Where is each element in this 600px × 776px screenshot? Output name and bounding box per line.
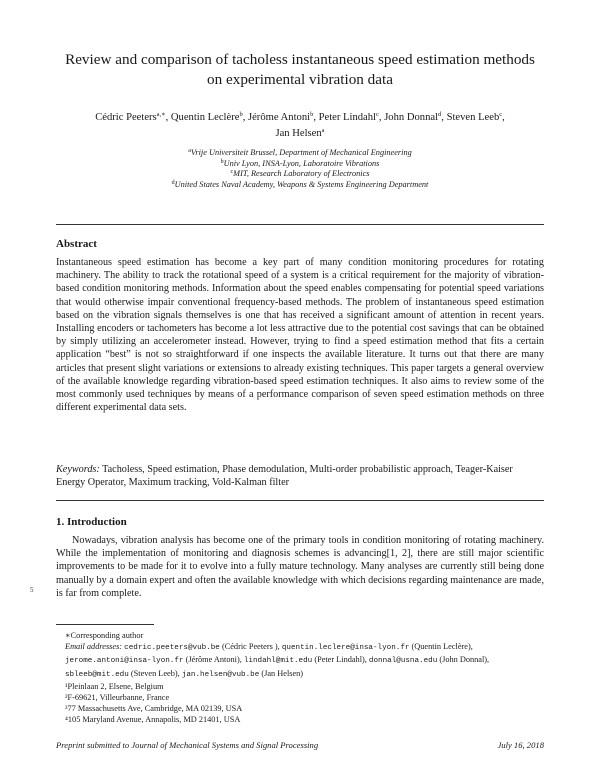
- footnote-rule: [56, 624, 154, 625]
- paper-title: Review and comparison of tacholess instantaneous speed estimation methods on experimental vibration data: [65, 51, 535, 88]
- email-addresses: [56, 641, 544, 681]
- address-note: ⁴105 Maryland Avenue, Annapolis, MD 21401, USA: [65, 715, 241, 725]
- keywords-label: Keywords:: [56, 464, 100, 475]
- abstract-top-rule: [56, 224, 544, 225]
- affiliation-sup: c: [230, 169, 234, 176]
- author-sup: d: [438, 111, 442, 118]
- author: Steven Leeb: [446, 112, 500, 123]
- keywords: [56, 463, 544, 489]
- author-sup: b: [310, 111, 314, 118]
- affiliation-sup: b: [220, 158, 224, 165]
- abstract-bottom-rule: [56, 500, 544, 501]
- email-link[interactable]: lindahl@mit.edu: [243, 657, 313, 666]
- email-link[interactable]: donnal@usna.edu: [368, 657, 438, 666]
- affiliation-text: MIT, Research Laboratory of Electronics: [233, 169, 370, 179]
- footnotes: [56, 630, 544, 726]
- affiliation-text: Univ Lyon, INSA-Lyon, Laboratoire Vibrations: [223, 158, 380, 168]
- author-sup: a,∗: [156, 111, 166, 118]
- corresponding-author-note: ∗Corresponding author: [65, 631, 144, 640]
- author: John Donnal: [384, 112, 439, 123]
- email-owner: (Peter Lindahl),: [314, 655, 367, 665]
- email-link[interactable]: jerome.antoni@insa-lyon.fr: [65, 657, 184, 666]
- affiliation: [100, 180, 500, 191]
- affiliation-text: Vrije Universiteit Brussel, Department of Mechanical Engineering: [190, 148, 412, 157]
- email-owner: (John Donnal),: [439, 655, 490, 665]
- email-link[interactable]: sbleeb@mit.edu: [65, 670, 129, 679]
- email-label: Email addresses:: [65, 642, 123, 652]
- author-sup: b: [239, 111, 243, 118]
- author-sup: c: [376, 111, 379, 118]
- address-note: ¹Pleinlaan 2, Elsene, Belgium: [65, 681, 164, 691]
- email-link[interactable]: quentin.leclere@insa-lyon.fr: [281, 644, 410, 653]
- footer-journal: Preprint submitted to Journal of Mechanical Systems and Signal Processing: [56, 740, 319, 750]
- section-heading: 1. Introduction: [56, 516, 127, 528]
- author: Cédric Peeters: [95, 112, 157, 123]
- abstract-text: Instantaneous speed estimation has become a key part of many condition monitoring procedures for rotating machinery. The ability to track the rotational speed of a system is a critical requirement for the majority of vibration-based condition monitoring methods. Information about the speed enables compensating for potential speed variations that would otherwise impair conventional frequency-based methods. The problem of instantaneous speed estimation based on the vibration signals themselves is one that has received a significant amount of attention in recent years. Installing encoders or tachometers has become a lot less attractive due to the potential cost savings that can be obtained by simply utilizing an accelerometer instead. However, trying to find a speed estimation method that fits a certain application “best” is not so straightforward if one inspects the available literature. It turns out that there are many articles that present slight variations or extensions to already existing techniques. This paper targets a general overview of the available knowledge regarding vibration-based speed estimation techniques. It also aims to review some of the most commonly used techniques by means of a performance comparison of seven speed estimation methods on three different experimental data sets.: [56, 257, 544, 414]
- author-sup: a: [321, 126, 325, 134]
- affiliation-sup: a: [188, 148, 191, 154]
- keywords-text: Tacholess, Speed estimation, Phase demodulation, Multi-order probabilistic approach, Teager-Kaiser Energy Operator, Maximum tracking, Vold-Kalman filter: [56, 464, 513, 489]
- line-number: 5: [30, 586, 34, 594]
- affiliation: [100, 159, 500, 170]
- email-owner: (Quentin Leclère),: [411, 642, 473, 652]
- address-note: ³77 Massachusetts Ave, Cambridge, MA 02139, USA: [65, 704, 243, 714]
- author: Jan Helsen: [275, 127, 322, 139]
- affiliation-sup: d: [171, 179, 175, 186]
- intro-paragraph: Nowadays, vibration analysis has become one of the primary tools in condition monitoring of rotating machinery. While the implementation of monitoring and diagnosis schemes is advancing[1, 2], there are still major scientific improvements to be made for it to evolve into a fully mature technology. Many analyses are currently still being done manually by a domain expert and often the available knowledge with which decisions regarding maintenance are made, is far from complete.: [56, 535, 544, 599]
- author: Jérôme Antoni: [247, 112, 311, 123]
- abstract-heading: Abstract: [56, 238, 97, 250]
- footer-date: July 16, 2018: [497, 740, 544, 750]
- email-owner: (Steven Leeb),: [130, 668, 180, 678]
- author-sup: c: [499, 111, 503, 118]
- author: Quentin Leclère: [170, 112, 240, 123]
- address-note: ²F-69621, Villeurbanne, France: [65, 693, 170, 703]
- email-link[interactable]: jan.helsen@vub.be: [181, 670, 260, 679]
- email-owner: (Jérôme Antoni),: [185, 655, 242, 665]
- email-owner: (Jan Helsen): [261, 668, 304, 678]
- email-link[interactable]: cedric.peeters@vub.be: [124, 644, 220, 653]
- affiliation-text: United States Naval Academy, Weapons & Systems Engineering Department: [174, 179, 429, 189]
- author: Peter Lindahl: [318, 112, 376, 123]
- affiliation: [100, 169, 500, 180]
- affiliations: [100, 148, 500, 190]
- affiliation: [100, 148, 500, 159]
- email-owner: (Cédric Peeters ),: [221, 642, 280, 652]
- author-list: Cédric Peeters$^{a,∗}$, Quentin Leclère$^b$, Jérôme Antoni$^b$, Peter Lindahl$^c$, John Donnal$^d$, Steven Leeb$^c$, Jan Helsen$^a$: [95, 111, 505, 139]
